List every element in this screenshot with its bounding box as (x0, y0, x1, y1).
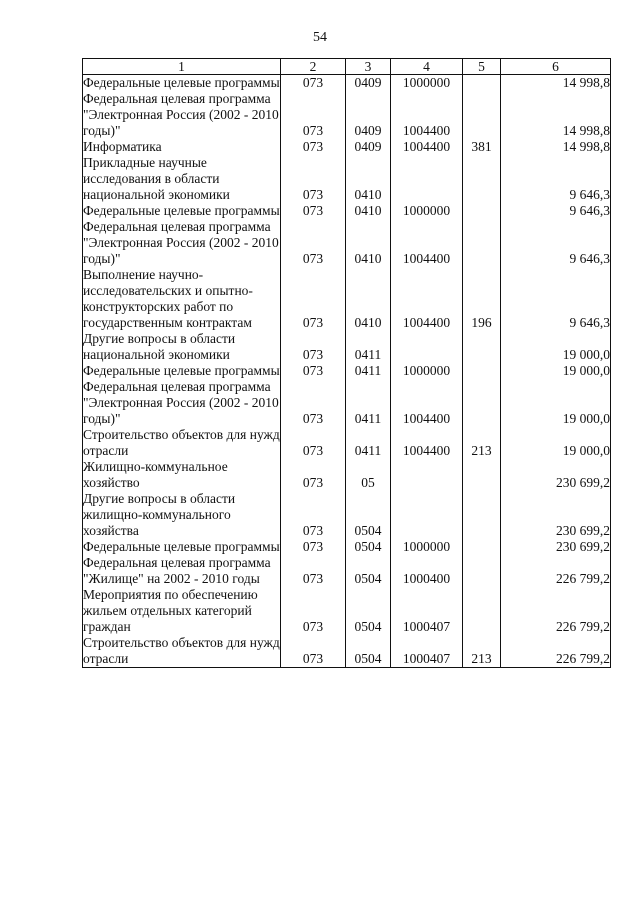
ministry-code: 073 (281, 203, 346, 219)
section-code: 0409 (346, 75, 391, 92)
expense-type-code (463, 491, 501, 539)
table-row (83, 139, 611, 155)
expense-type-code (463, 587, 501, 635)
amount: 19 000,0 (501, 363, 611, 379)
column-header: 6 (501, 59, 611, 75)
ministry-code: 073 (281, 91, 346, 139)
expense-type-code (463, 203, 501, 219)
target-code: 1000000 (391, 75, 463, 92)
column-header: 1 (83, 59, 281, 75)
amount: 19 000,0 (501, 331, 611, 363)
item-name: Выполнение научно-исследовательских и опытно-конструкторских работ по государственным контрактам (83, 267, 281, 331)
expense-type-code: 381 (463, 139, 501, 155)
section-code: 0410 (346, 219, 391, 267)
ministry-code: 073 (281, 363, 346, 379)
table-row (83, 267, 611, 331)
amount: 9 646,3 (501, 155, 611, 203)
section-code: 0410 (346, 155, 391, 203)
target-code: 1004400 (391, 139, 463, 155)
ministry-code: 073 (281, 75, 346, 92)
section-code: 0410 (346, 203, 391, 219)
table-row (83, 427, 611, 459)
item-name: Федеральная целевая программа "Жилище" на 2002 - 2010 годы (83, 555, 281, 587)
item-name: Мероприятия по обеспечению жильем отдельных категорий граждан (83, 587, 281, 635)
target-code: 1000000 (391, 203, 463, 219)
amount: 9 646,3 (501, 219, 611, 267)
amount: 230 699,2 (501, 539, 611, 555)
budget-table (82, 58, 611, 668)
target-code: 1000000 (391, 363, 463, 379)
table-body (83, 75, 611, 668)
amount: 14 998,8 (501, 91, 611, 139)
amount: 19 000,0 (501, 427, 611, 459)
expense-type-code (463, 219, 501, 267)
target-code (391, 155, 463, 203)
section-code: 0411 (346, 379, 391, 427)
target-code: 1000407 (391, 587, 463, 635)
item-name: Федеральная целевая программа "Электронная Россия (2002 - 2010 годы)" (83, 379, 279, 426)
target-code (391, 491, 463, 539)
expense-type-code (463, 459, 501, 491)
ministry-code: 073 (281, 139, 346, 155)
section-code: 0504 (346, 635, 391, 668)
item-name: Строительство объектов для нужд отрасли (83, 427, 280, 458)
column-header: 3 (346, 59, 391, 75)
expense-type-code (463, 75, 501, 92)
header-row (83, 59, 611, 75)
ministry-code: 073 (281, 155, 346, 203)
section-code: 0504 (346, 491, 391, 539)
ministry-code: 073 (281, 491, 346, 539)
section-code: 0504 (346, 555, 391, 587)
item-name: Федеральная целевая программа "Электронная Россия (2002 - 2010 годы)" (83, 91, 279, 138)
ministry-code: 073 (281, 635, 346, 668)
expense-type-code (463, 91, 501, 139)
table-row (83, 219, 611, 267)
table-row (83, 363, 611, 379)
target-code (391, 459, 463, 491)
item-name: Информатика (83, 139, 281, 155)
expense-type-code (463, 539, 501, 555)
ministry-code: 073 (281, 427, 346, 459)
target-code (391, 331, 463, 363)
section-code: 0409 (346, 139, 391, 155)
table-row (83, 635, 611, 668)
table-row (83, 331, 611, 363)
table-header (83, 59, 611, 75)
target-code: 1000000 (391, 539, 463, 555)
table-row (83, 379, 611, 427)
item-name: Прикладные научные исследования в области национальной экономики (83, 155, 281, 203)
amount: 230 699,2 (501, 491, 611, 539)
column-header: 4 (391, 59, 463, 75)
ministry-code: 073 (281, 379, 346, 427)
item-name: Федеральные целевые программы (83, 75, 280, 90)
ministry-code: 073 (281, 267, 346, 331)
table-row (83, 555, 611, 587)
item-name: Федеральные целевые программы (83, 363, 280, 378)
expense-type-code (463, 363, 501, 379)
table-row (83, 491, 611, 539)
target-code: 1000407 (391, 635, 463, 668)
section-code: 05 (346, 459, 391, 491)
target-code: 1004400 (391, 379, 463, 427)
ministry-code: 073 (281, 539, 346, 555)
table-row (83, 459, 611, 491)
section-code: 0411 (346, 427, 391, 459)
table-row (83, 155, 611, 203)
table-row (83, 91, 611, 139)
expense-type-code: 213 (463, 427, 501, 459)
item-name: Жилищно-коммунальное хозяйство (83, 459, 281, 491)
section-code: 0504 (346, 587, 391, 635)
ministry-code: 073 (281, 555, 346, 587)
amount: 9 646,3 (501, 203, 611, 219)
amount: 14 998,8 (501, 139, 611, 155)
amount: 230 699,2 (501, 459, 611, 491)
expense-type-code: 196 (463, 267, 501, 331)
amount: 14 998,8 (501, 75, 611, 92)
section-code: 0409 (346, 91, 391, 139)
expense-type-code (463, 379, 501, 427)
section-code: 0411 (346, 331, 391, 363)
item-name: Строительство объектов для нужд отрасли (83, 635, 280, 666)
item-name: Федеральные целевые программы (83, 203, 280, 218)
section-code: 0410 (346, 267, 391, 331)
target-code: 1004400 (391, 91, 463, 139)
table-row (83, 203, 611, 219)
expense-type-code (463, 555, 501, 587)
column-header: 2 (281, 59, 346, 75)
expense-type-code (463, 331, 501, 363)
ministry-code: 073 (281, 331, 346, 363)
amount: 226 799,2 (501, 555, 611, 587)
ministry-code: 073 (281, 587, 346, 635)
section-code: 0504 (346, 539, 391, 555)
amount: 226 799,2 (501, 587, 611, 635)
amount: 226 799,2 (501, 635, 611, 668)
column-header: 5 (463, 59, 501, 75)
table-row (83, 587, 611, 635)
ministry-code: 073 (281, 219, 346, 267)
item-name: Федеральная целевая программа "Электронная Россия (2002 - 2010 годы)" (83, 219, 279, 266)
ministry-code: 073 (281, 459, 346, 491)
expense-type-code (463, 155, 501, 203)
item-name: Другие вопросы в области жилищно-коммунального хозяйства (83, 491, 281, 539)
target-code: 1000400 (391, 555, 463, 587)
table-row (83, 539, 611, 555)
target-code: 1004400 (391, 219, 463, 267)
item-name: Федеральные целевые программы (83, 539, 280, 554)
target-code: 1004400 (391, 267, 463, 331)
item-name: Другие вопросы в области национальной экономики (83, 331, 281, 363)
amount: 19 000,0 (501, 379, 611, 427)
amount: 9 646,3 (501, 267, 611, 331)
expense-type-code: 213 (463, 635, 501, 668)
target-code: 1004400 (391, 427, 463, 459)
table-row (83, 75, 611, 92)
section-code: 0411 (346, 363, 391, 379)
page-number: 54 (313, 30, 327, 45)
